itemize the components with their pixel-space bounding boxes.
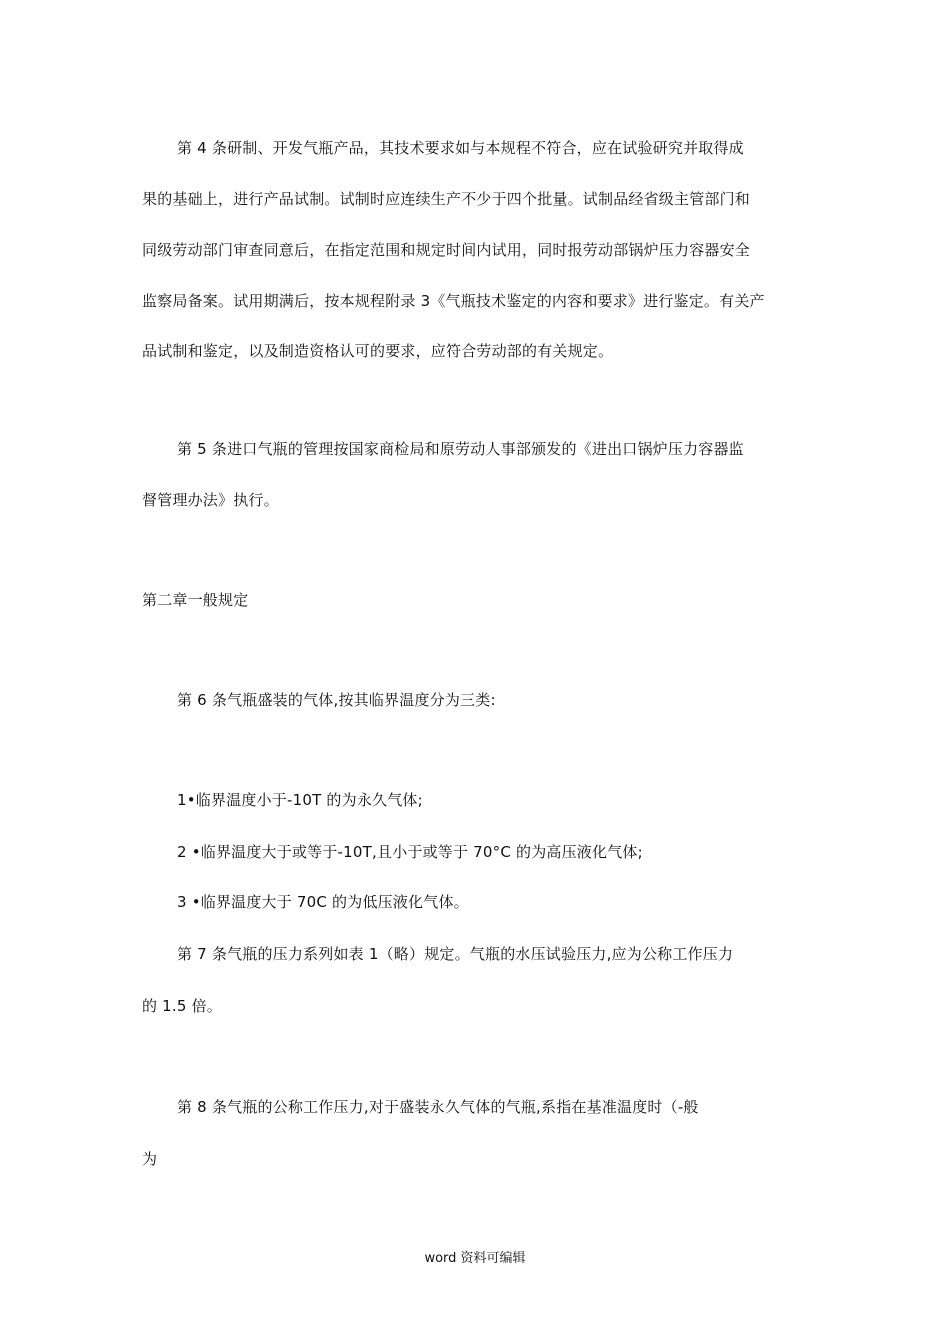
article-7-line-1: 第 7 条气瓶的压力系列如表 1（略）规定。气瓶的水压试验压力,应为公称工作压力 — [177, 945, 734, 963]
page-footer: word 资料可编辑 — [424, 1251, 526, 1266]
article-6-item-3: 3 •临界温度大于 70C 的为低压液化气体。 — [177, 893, 469, 911]
article-5-line-1: 第 5 条进口气瓶的管理按国家商检局和原劳动人事部颁发的《进出口锅炉压力容器监 — [177, 440, 744, 458]
article-6-intro: 第 6 条气瓶盛装的气体,按其临界温度分为三类: — [177, 691, 496, 709]
article-8-line-1: 第 8 条气瓶的公称工作压力,对于盛装永久气体的气瓶,系指在基准温度时（-般 — [177, 1098, 699, 1116]
article-7-line-2: 的 1.5 倍。 — [142, 997, 222, 1015]
article-6-item-1: 1•临界温度小于-10T 的为永久气体; — [177, 791, 423, 809]
article-4-line-5: 品试制和鉴定，以及制造资格认可的要求，应符合劳动部的有关规定。 — [142, 342, 614, 360]
article-5-line-2: 督管理办法》执行。 — [142, 491, 279, 509]
article-6-item-2: 2 •临界温度大于或等于-10T,且小于或等于 70°C 的为高压液化气体; — [177, 843, 643, 861]
article-4-line-4: 监察局备案。试用期满后，按本规程附录 3《气瓶技术鉴定的内容和要求》进行鉴定。有关产 — [142, 292, 765, 310]
chapter-heading: 第二章一般规定 — [142, 591, 249, 609]
article-4-line-1: 第 4 条研制、开发气瓶产品，其技术要求如与本规程不符合，应在试验研究并取得成 — [177, 139, 744, 157]
article-8-line-2: 为 — [142, 1150, 158, 1168]
article-4-line-3: 同级劳动部门审查同意后，在指定范围和规定时间内试用，同时报劳动部锅炉压力容器安全 — [142, 241, 751, 259]
article-4-line-2: 果的基础上，进行产品试制。试制时应连续生产不少于四个批量。试制品经省级主管部门和 — [142, 190, 751, 208]
